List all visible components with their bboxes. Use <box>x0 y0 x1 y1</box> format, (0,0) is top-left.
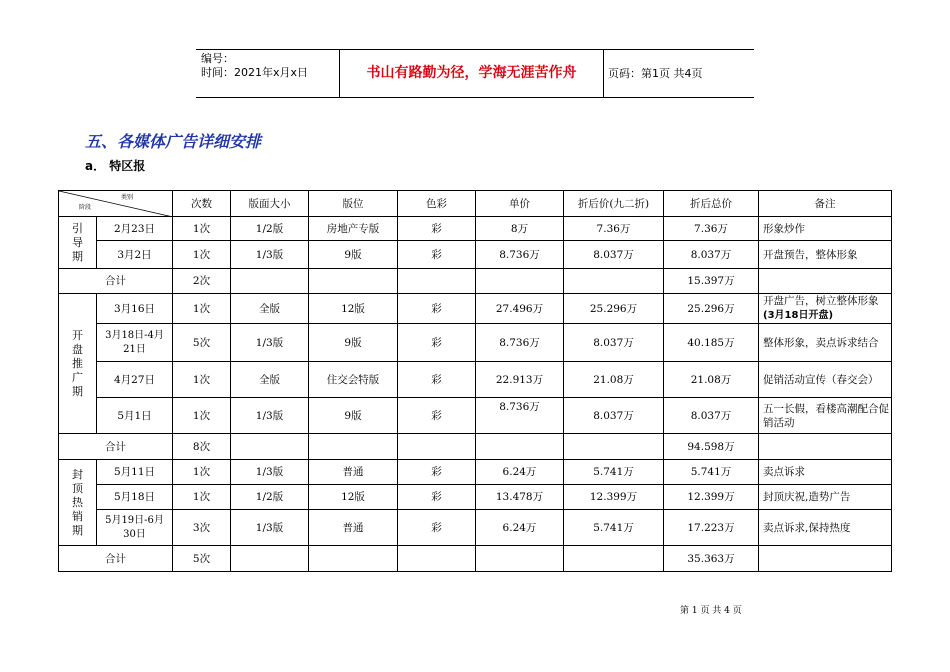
stage-name-cell <box>59 460 97 546</box>
corner-top-label: 类别 <box>121 194 134 201</box>
total-cell: 8.037万 <box>664 398 759 434</box>
size-cell: 1/3版 <box>231 398 309 434</box>
discount-cell: 7.36万 <box>564 217 664 241</box>
date-cell: 5月18日 <box>97 485 173 510</box>
total-cell: 21.08万 <box>664 362 759 398</box>
empty-cell <box>231 269 309 294</box>
note-text: 五一长假，看楼高潮配合促销活动 <box>763 402 889 429</box>
table-row <box>59 510 892 546</box>
size-cell: 1/3版 <box>231 460 309 485</box>
price-cell: 8.736万 <box>476 324 564 362</box>
header-meta <box>201 52 335 80</box>
empty-cell <box>309 269 398 294</box>
date-cell: 3月18日-4月21日 <box>97 324 173 362</box>
section-title: 五、各媒体广告详细安排 <box>85 132 262 151</box>
note-text: 开盘预告，整体形象 <box>763 248 858 261</box>
table-row <box>59 324 892 362</box>
header-row <box>59 191 892 217</box>
empty-cell <box>476 269 564 294</box>
table-row <box>59 460 892 485</box>
size-cell: 1/3版 <box>231 510 309 546</box>
diagonal-line <box>59 191 173 217</box>
empty-cell <box>564 269 664 294</box>
size-cell: 全版 <box>231 362 309 398</box>
column-header: 单价 <box>476 191 564 217</box>
column-header: 版面大小 <box>231 191 309 217</box>
price-cell: 8.736万 <box>476 241 564 269</box>
color-cell: 彩 <box>398 460 476 485</box>
subtotal-times: 2次 <box>173 269 231 294</box>
subtotal-times: 5次 <box>173 546 231 572</box>
column-header: 备注 <box>759 191 892 217</box>
column-header: 次数 <box>173 191 231 217</box>
note-cell <box>759 398 892 434</box>
price-cell: 8.736万 <box>476 398 564 434</box>
empty-cell <box>476 546 564 572</box>
price-cell: 6.24万 <box>476 460 564 485</box>
empty-cell <box>564 546 664 572</box>
note-text: 促销活动宣传（春交会） <box>763 373 879 386</box>
position-cell: 9版 <box>309 324 398 362</box>
empty-cell <box>309 434 398 460</box>
empty-cell <box>231 546 309 572</box>
sub-title: a． 特区报 <box>85 159 146 173</box>
note-cell <box>759 241 892 269</box>
total-cell: 8.037万 <box>664 241 759 269</box>
empty-cell <box>476 434 564 460</box>
note-text: 卖点诉求 <box>763 466 805 478</box>
position-cell: 普通 <box>309 510 398 546</box>
price-cell: 27.496万 <box>476 294 564 324</box>
date-cell: 5月19日-6月30日 <box>97 510 173 546</box>
color-cell: 彩 <box>398 485 476 510</box>
discount-cell: 21.08万 <box>564 362 664 398</box>
note-text: 整体形象，卖点诉求结合 <box>763 336 879 349</box>
stage-name: 封顶热销期 <box>72 467 83 537</box>
note-cell <box>759 217 892 241</box>
color-cell: 彩 <box>398 241 476 269</box>
total-cell: 12.399万 <box>664 485 759 510</box>
note-text: 卖点诉求,保持热度 <box>763 521 851 534</box>
subtotal-row <box>59 434 892 460</box>
price-cell: 22.913万 <box>476 362 564 398</box>
column-header: 折后总价 <box>664 191 759 217</box>
discount-cell: 8.037万 <box>564 324 664 362</box>
total-cell: 7.36万 <box>664 217 759 241</box>
table-row <box>59 294 892 324</box>
note-text: 形象炒作 <box>763 222 805 235</box>
column-header: 版位 <box>309 191 398 217</box>
note-highlight: (3月18日开盘) <box>763 310 834 321</box>
position-cell: 房地产专版 <box>309 217 398 241</box>
time-label: 时间：2021年x月x日 <box>201 66 309 79</box>
price-cell: 8万 <box>476 217 564 241</box>
position-cell: 9版 <box>309 398 398 434</box>
table-row <box>59 362 892 398</box>
empty-cell <box>564 434 664 460</box>
subtotal-total: 94.598万 <box>664 434 759 460</box>
times-cell: 1次 <box>173 485 231 510</box>
total-cell: 40.185万 <box>664 324 759 362</box>
position-cell: 9版 <box>309 241 398 269</box>
subtotal-times: 8次 <box>173 434 231 460</box>
color-cell: 彩 <box>398 510 476 546</box>
subtotal-label: 合计 <box>59 546 173 572</box>
note-cell <box>759 460 892 485</box>
note-cell <box>759 294 892 324</box>
corner-header-cell <box>59 191 173 217</box>
size-cell: 1/3版 <box>231 241 309 269</box>
table-row <box>59 485 892 510</box>
color-cell: 彩 <box>398 362 476 398</box>
note-text: 开盘广告，树立整体形象 <box>763 295 879 307</box>
discount-cell: 25.296万 <box>564 294 664 324</box>
note-cell <box>759 485 892 510</box>
subtotal-label: 合计 <box>59 269 173 294</box>
column-header: 折后价(九二折) <box>564 191 664 217</box>
times-cell: 1次 <box>173 362 231 398</box>
date-cell: 5月1日 <box>97 398 173 434</box>
total-cell: 25.296万 <box>664 294 759 324</box>
page-label: 页码：第1页 共4页 <box>608 67 703 80</box>
number-label: 编号： <box>201 52 234 65</box>
times-cell: 1次 <box>173 398 231 434</box>
color-cell: 彩 <box>398 324 476 362</box>
total-cell: 5.741万 <box>664 460 759 485</box>
document-header <box>196 49 754 98</box>
date-cell: 3月16日 <box>97 294 173 324</box>
position-cell: 住交会特版 <box>309 362 398 398</box>
date-cell: 3月2日 <box>97 241 173 269</box>
empty-cell <box>759 269 892 294</box>
times-cell: 1次 <box>173 217 231 241</box>
diagonal-divider <box>59 191 173 217</box>
size-cell: 1/2版 <box>231 485 309 510</box>
table-row <box>59 241 892 269</box>
color-cell: 彩 <box>398 217 476 241</box>
stage-name-cell <box>59 294 97 434</box>
size-cell: 1/3版 <box>231 324 309 362</box>
empty-cell <box>231 434 309 460</box>
size-cell: 全版 <box>231 294 309 324</box>
empty-cell <box>759 546 892 572</box>
discount-cell: 5.741万 <box>564 460 664 485</box>
date-cell: 5月11日 <box>97 460 173 485</box>
subtotal-total: 35.363万 <box>664 546 759 572</box>
date-cell: 2月23日 <box>97 217 173 241</box>
note-cell <box>759 324 892 362</box>
color-cell: 彩 <box>398 294 476 324</box>
page-footer: 第 1 页 共 4 页 <box>680 606 742 616</box>
discount-cell: 12.399万 <box>564 485 664 510</box>
note-cell <box>759 510 892 546</box>
color-cell: 彩 <box>398 398 476 434</box>
total-cell: 17.223万 <box>664 510 759 546</box>
empty-cell <box>398 434 476 460</box>
header-motto: 书山有路勤为径，学海无涯苦作舟 <box>339 50 604 97</box>
times-cell: 5次 <box>173 324 231 362</box>
position-cell: 普通 <box>309 460 398 485</box>
empty-cell <box>398 269 476 294</box>
price-cell: 6.24万 <box>476 510 564 546</box>
ad-schedule-table <box>58 190 892 572</box>
note-cell <box>759 362 892 398</box>
position-cell: 12版 <box>309 485 398 510</box>
stage-name-cell <box>59 217 97 269</box>
column-header: 色彩 <box>398 191 476 217</box>
empty-cell <box>398 546 476 572</box>
empty-cell <box>759 434 892 460</box>
discount-cell: 5.741万 <box>564 510 664 546</box>
times-cell: 3次 <box>173 510 231 546</box>
corner-bottom-label: 阶段 <box>79 204 92 211</box>
stage-name: 开盘推广期 <box>72 328 83 398</box>
times-cell: 1次 <box>173 294 231 324</box>
subtotal-label: 合计 <box>59 434 173 460</box>
discount-cell: 8.037万 <box>564 398 664 434</box>
subtotal-row <box>59 546 892 572</box>
price-cell: 13.478万 <box>476 485 564 510</box>
position-cell: 12版 <box>309 294 398 324</box>
stage-name: 引导期 <box>72 221 83 263</box>
empty-cell <box>309 546 398 572</box>
date-cell: 4月27日 <box>97 362 173 398</box>
discount-cell: 8.037万 <box>564 241 664 269</box>
subtotal-row <box>59 269 892 294</box>
size-cell: 1/2版 <box>231 217 309 241</box>
times-cell: 1次 <box>173 460 231 485</box>
note-text: 封顶庆祝,造势广告 <box>763 491 851 503</box>
table-row <box>59 398 892 434</box>
times-cell: 1次 <box>173 241 231 269</box>
subtotal-total: 15.397万 <box>664 269 759 294</box>
table-body <box>59 191 892 572</box>
table-row <box>59 217 892 241</box>
